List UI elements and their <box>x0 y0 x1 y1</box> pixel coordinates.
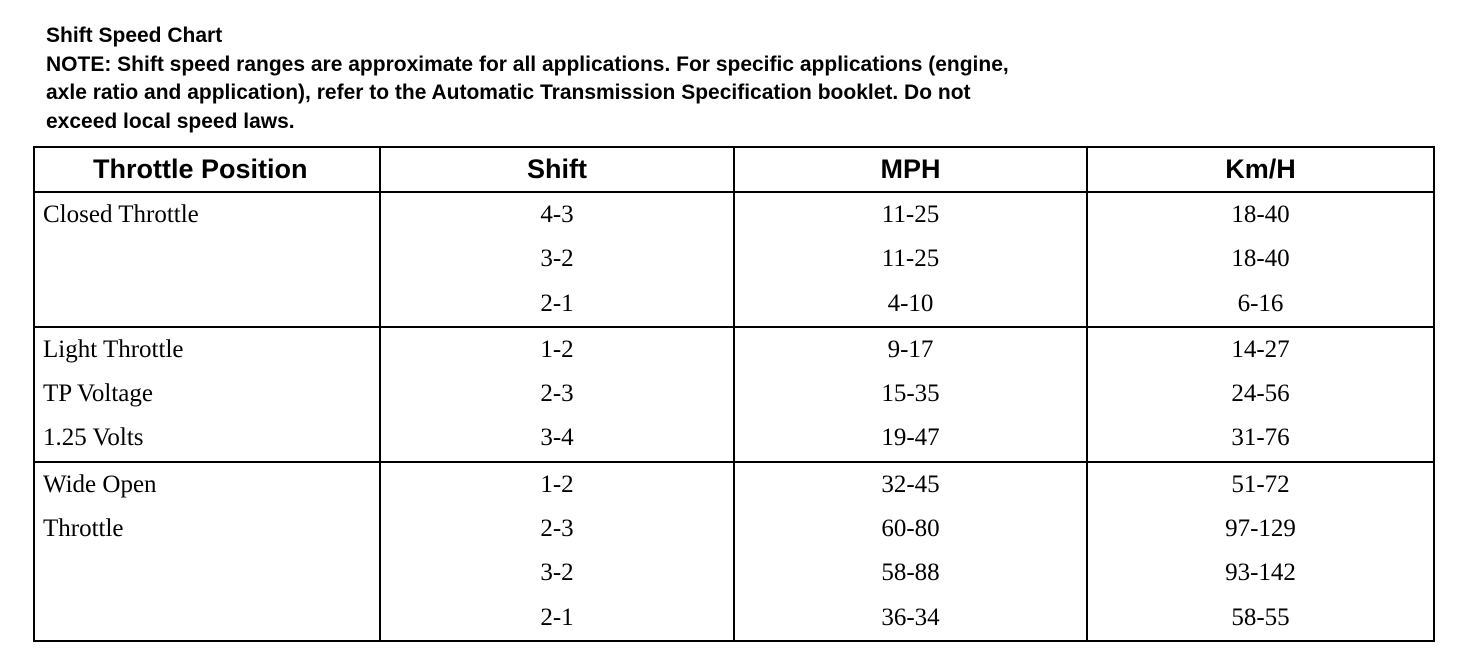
column-header-kmh: Km/H <box>1087 147 1434 192</box>
column-header-throttle-position: Throttle Position <box>34 147 380 192</box>
shift-cell <box>380 192 734 327</box>
kmh-cell <box>1087 327 1434 462</box>
kmh-value: 14-27 <box>1231 335 1290 363</box>
kmh-value: 58-55 <box>1231 603 1290 631</box>
shift-value: 4-3 <box>540 201 574 228</box>
document-header <box>46 22 1246 136</box>
throttle-position-label: Throttle <box>43 515 124 543</box>
shift-cell <box>380 327 734 462</box>
kmh-value: 18-40 <box>1231 245 1290 273</box>
shift-value: 1-2 <box>540 335 574 363</box>
kmh-cell <box>1087 192 1434 327</box>
mph-value: 32-45 <box>881 470 940 498</box>
throttle-position-cell <box>34 462 380 641</box>
table-row-group-closed-throttle <box>34 192 1434 327</box>
mph-value: 9-17 <box>887 335 934 363</box>
mph-value: 36-34 <box>881 603 940 631</box>
mph-value: 4-10 <box>887 289 934 317</box>
chart-title: Shift Speed Chart <box>46 24 223 47</box>
shift-value: 2-3 <box>540 515 574 543</box>
throttle-position-label: Wide Open <box>43 470 157 498</box>
shift-speed-table <box>33 146 1435 642</box>
table-row-group-wide-open-throttle <box>34 462 1434 641</box>
kmh-value: 24-56 <box>1231 380 1290 408</box>
mph-value: 15-35 <box>881 380 940 408</box>
kmh-value: 31-76 <box>1231 424 1290 452</box>
shift-value: 3-2 <box>540 559 574 587</box>
throttle-position-label: TP Voltage <box>43 380 153 408</box>
mph-value: 19-47 <box>881 424 940 452</box>
kmh-value: 97-129 <box>1225 515 1296 543</box>
kmh-value: 18-40 <box>1231 201 1290 228</box>
table-header-row <box>34 147 1434 192</box>
shift-value: 3-2 <box>540 245 574 273</box>
note-line: exceed local speed laws. <box>46 109 295 133</box>
mph-value: 11-25 <box>881 201 940 228</box>
throttle-position-label: Light Throttle <box>43 335 184 363</box>
mph-value: 58-88 <box>881 559 940 587</box>
shift-value: 2-1 <box>540 603 574 631</box>
kmh-value: 93-142 <box>1225 559 1296 587</box>
note-line: axle ratio and application), refer to the Automatic Transmission Specification booklet. Do not <box>46 81 971 104</box>
throttle-position-label: Closed Throttle <box>43 201 199 228</box>
mph-cell <box>734 327 1087 462</box>
mph-value: 11-25 <box>881 245 940 273</box>
note-line: NOTE: Shift speed ranges are approximate for all applications. For specific applications (engine, <box>46 52 1009 76</box>
kmh-value: 51-72 <box>1231 470 1290 498</box>
shift-value: 3-4 <box>540 424 574 452</box>
shift-value: 1-2 <box>540 470 574 498</box>
mph-cell <box>734 462 1087 641</box>
shift-value: 2-3 <box>540 380 574 408</box>
kmh-cell <box>1087 462 1434 641</box>
table-row-group-light-throttle <box>34 327 1434 462</box>
mph-value: 60-80 <box>881 515 940 543</box>
mph-cell <box>734 192 1087 327</box>
throttle-position-label: 1.25 Volts <box>43 424 144 452</box>
shift-cell <box>380 462 734 641</box>
kmh-value: 6-16 <box>1237 289 1284 317</box>
shift-value: 2-1 <box>540 289 574 317</box>
throttle-position-cell <box>34 327 380 462</box>
column-header-shift: Shift <box>380 147 734 192</box>
throttle-position-cell <box>34 192 380 327</box>
column-header-mph: MPH <box>734 147 1087 192</box>
